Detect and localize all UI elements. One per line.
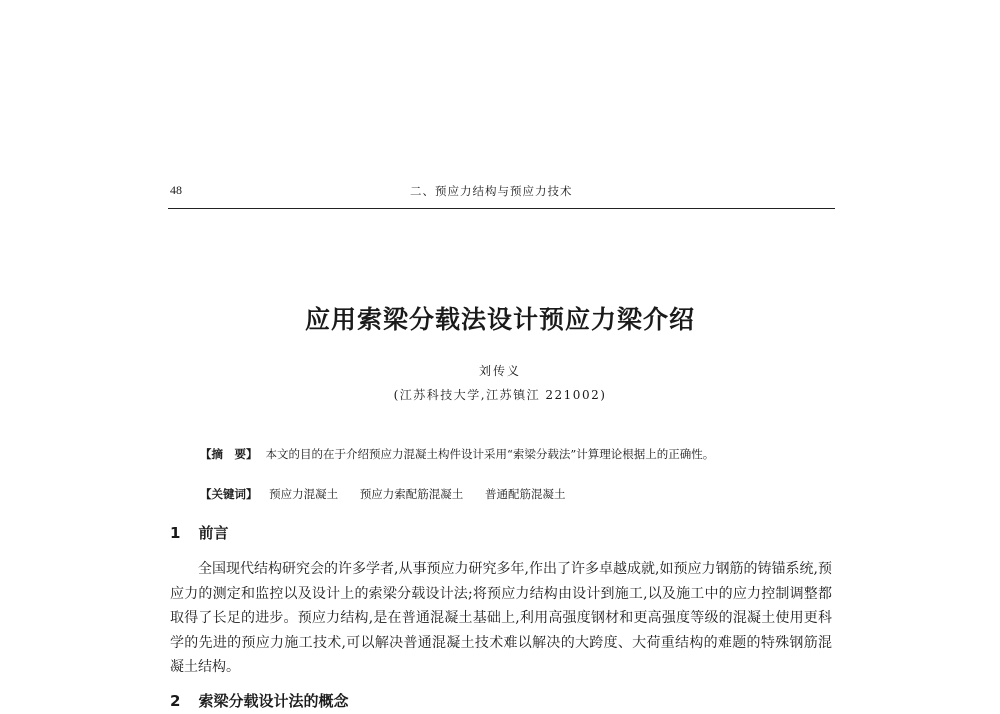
- section-number: 2: [170, 692, 181, 710]
- abstract-text: 本文的目的在于介绍预应力混凝土构件设计采用“索梁分载法”计算理论根据上的正确性。: [265, 447, 715, 461]
- keywords-label: 【关键词】: [200, 487, 258, 501]
- section-heading-1: [170, 522, 228, 543]
- article-affiliation: (江苏科技大学,江苏镇江 221002): [393, 388, 607, 402]
- article-title: 应用索梁分载法设计预应力梁介绍: [304, 305, 695, 334]
- keyword: 普通配筋混凝土: [484, 487, 566, 501]
- keywords: [200, 486, 810, 502]
- abstract-label: 【摘 要】: [200, 447, 258, 461]
- abstract: [200, 444, 810, 465]
- keyword: 预应力混凝土: [269, 487, 339, 501]
- section-1-paragraph: 全国现代结构研究会的许多学者,从事预应力研究多年,作出了许多卓越成就,如预应力钢筋的铸锚系统,预应力的测定和监控以及设计上的索梁分载设计法;将预应力结构由设计到施工,以及施工中的应力控制调整都取得了长足的进步。预应力结构,是在普通混凝土基础上,利用高强度钢材和更高强度等级的混凝土使用更科学的先进的预应力施工技术,可以解决普通混凝土技术难以解决的大跨度、大荷重结构的难题的特殊钢筋混凝土结构。: [170, 561, 832, 675]
- page-number: 48: [170, 183, 182, 197]
- section-title: 前言: [198, 524, 229, 542]
- keyword: 预应力索配筋混凝土: [359, 487, 464, 501]
- section-number: 1: [170, 524, 181, 542]
- section-heading-2: [170, 690, 348, 711]
- section-title: 索梁分载设计法的概念: [198, 692, 349, 710]
- running-head: 二、预应力结构与预应力技术: [410, 184, 573, 198]
- article-author: 刘传义: [478, 364, 521, 378]
- header-rule: [168, 208, 835, 209]
